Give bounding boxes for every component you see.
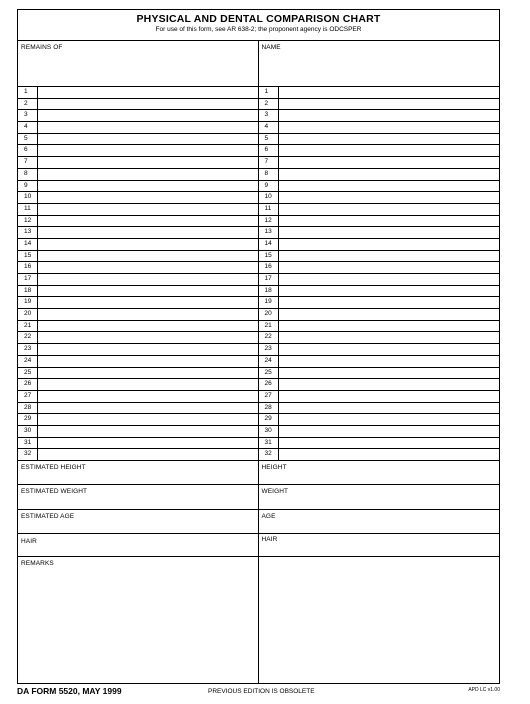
tooth-cell-right (259, 297, 500, 308)
tooth-row (18, 297, 499, 309)
tooth-cell-left (18, 379, 259, 390)
height-field[interactable] (259, 461, 500, 484)
tooth-entry-field[interactable] (38, 145, 258, 156)
tooth-cell-right (259, 379, 500, 390)
tooth-entry-field[interactable] (38, 122, 258, 133)
tooth-entry-field[interactable] (279, 344, 500, 355)
tooth-entry-field[interactable] (279, 204, 500, 215)
tooth-entry-field[interactable] (279, 181, 500, 192)
tooth-number: 9 (18, 181, 38, 192)
tooth-number: 19 (18, 297, 38, 308)
tooth-entry-field[interactable] (38, 110, 258, 121)
tooth-number: 8 (259, 169, 279, 180)
tooth-entry-field[interactable] (279, 99, 500, 110)
tooth-number: 14 (259, 239, 279, 250)
tooth-entry-field[interactable] (279, 438, 500, 449)
tooth-cell-left (18, 309, 259, 320)
tooth-entry-field[interactable] (279, 356, 500, 367)
tooth-cell-right (259, 309, 500, 320)
name-field[interactable] (259, 41, 500, 86)
tooth-entry-field[interactable] (38, 99, 258, 110)
tooth-entry-field[interactable] (38, 181, 258, 192)
tooth-cell-right (259, 134, 500, 145)
tooth-row (18, 274, 499, 286)
tooth-row (18, 379, 499, 391)
tooth-cell-right (259, 356, 500, 367)
tooth-cell-left (18, 414, 259, 425)
tooth-cell-left (18, 356, 259, 367)
tooth-number: 13 (18, 227, 38, 238)
tooth-number: 2 (259, 99, 279, 110)
tooth-number: 26 (18, 379, 38, 390)
form-subtitle: For use of this form, see AR 638-2; the proponent agency is ODCSPER (155, 26, 362, 33)
tooth-number: 11 (259, 204, 279, 215)
tooth-cell-right (259, 204, 500, 215)
estimated-age-label: ESTIMATED AGE (21, 513, 75, 520)
tooth-row (18, 344, 499, 356)
tooth-row (18, 403, 499, 415)
estimated-weight-label: ESTIMATED WEIGHT (21, 488, 88, 495)
tooth-row (18, 356, 499, 368)
tooth-entry-field[interactable] (279, 414, 500, 425)
tooth-cell-left (18, 321, 259, 332)
tooth-number: 32 (18, 449, 38, 460)
remarks-row (18, 557, 499, 683)
age-field[interactable] (259, 510, 500, 533)
tooth-number: 10 (259, 192, 279, 203)
tooth-cell-right (259, 145, 500, 156)
tooth-row (18, 426, 499, 438)
tooth-cell-left (18, 87, 259, 98)
tooth-number: 9 (259, 181, 279, 192)
tooth-cell-right (259, 122, 500, 133)
tooth-entry-field[interactable] (279, 216, 500, 227)
tooth-number: 14 (18, 239, 38, 250)
tooth-number: 15 (18, 251, 38, 262)
tooth-cell-right (259, 110, 500, 121)
tooth-entry-field[interactable] (279, 391, 500, 402)
tooth-row (18, 99, 499, 111)
tooth-number: 19 (259, 297, 279, 308)
tooth-cell-left (18, 438, 259, 449)
tooth-row (18, 145, 499, 157)
tooth-cell-right (259, 216, 500, 227)
tooth-cell-left (18, 204, 259, 215)
tooth-entry-field[interactable] (38, 414, 258, 425)
remains-of-label: REMAINS OF (21, 44, 63, 51)
tooth-row (18, 169, 499, 181)
tooth-number: 24 (18, 356, 38, 367)
tooth-entry-field[interactable] (38, 403, 258, 414)
tooth-cell-left (18, 122, 259, 133)
tooth-cell-right (259, 262, 500, 273)
tooth-cell-left (18, 169, 259, 180)
tooth-row (18, 332, 499, 344)
tooth-number: 8 (18, 169, 38, 180)
tooth-cell-right (259, 321, 500, 332)
tooth-cell-right (259, 426, 500, 437)
tooth-entry-field[interactable] (279, 403, 500, 414)
estimated-weight-field[interactable] (18, 485, 259, 509)
age-label: AGE (261, 513, 276, 520)
tooth-number: 6 (18, 145, 38, 156)
tooth-number: 5 (259, 134, 279, 145)
tooth-entry-field[interactable] (38, 438, 258, 449)
tooth-cell-right (259, 368, 500, 379)
tooth-cell-right (259, 99, 500, 110)
height-label: HEIGHT (261, 464, 287, 471)
tooth-number: 22 (259, 332, 279, 343)
tooth-cell-left (18, 332, 259, 343)
tooth-cell-right (259, 192, 500, 203)
tooth-number: 20 (18, 309, 38, 320)
tooth-entry-field[interactable] (38, 426, 258, 437)
tooth-row (18, 216, 499, 228)
tooth-cell-right (259, 438, 500, 449)
tooth-entry-field[interactable] (38, 157, 258, 168)
tooth-number: 23 (259, 344, 279, 355)
tooth-cell-left (18, 391, 259, 402)
tooth-cell-left (18, 286, 259, 297)
tooth-number: 28 (18, 403, 38, 414)
hair-estimated-field[interactable] (18, 534, 259, 556)
tooth-entry-field[interactable] (279, 169, 500, 180)
tooth-cell-left (18, 134, 259, 145)
tooth-number: 13 (259, 227, 279, 238)
tooth-entry-field[interactable] (38, 274, 258, 285)
tooth-entry-field[interactable] (279, 426, 500, 437)
tooth-cell-right (259, 157, 500, 168)
estimated-age-field[interactable] (18, 510, 259, 533)
form-frame (17, 9, 500, 684)
tooth-number: 27 (259, 391, 279, 402)
tooth-cell-left (18, 227, 259, 238)
tooth-entry-field[interactable] (279, 110, 500, 121)
tooth-entry-field[interactable] (38, 449, 258, 460)
tooth-number: 21 (259, 321, 279, 332)
tooth-number: 1 (18, 87, 38, 98)
tooth-cell-left (18, 426, 259, 437)
tooth-number: 4 (259, 122, 279, 133)
tooth-cell-right (259, 274, 500, 285)
tooth-cell-left (18, 181, 259, 192)
tooth-entry-field[interactable] (279, 134, 500, 145)
estimated-height-label: ESTIMATED HEIGHT (21, 464, 86, 471)
tooth-number: 4 (18, 122, 38, 133)
tooth-cell-right (259, 449, 500, 460)
tooth-entry-field[interactable] (38, 169, 258, 180)
tooth-cell-right (259, 169, 500, 180)
tooth-cell-right (259, 239, 500, 250)
tooth-chart (18, 87, 499, 461)
tooth-row (18, 227, 499, 239)
tooth-row (18, 181, 499, 193)
tooth-number: 10 (18, 192, 38, 203)
tooth-cell-right (259, 227, 500, 238)
tooth-number: 29 (259, 414, 279, 425)
tooth-entry-field[interactable] (38, 239, 258, 250)
tooth-cell-right (259, 344, 500, 355)
height-row (18, 461, 499, 485)
tooth-row (18, 192, 499, 204)
tooth-entry-field[interactable] (279, 227, 500, 238)
tooth-entry-field[interactable] (279, 192, 500, 203)
tooth-number: 7 (259, 157, 279, 168)
tooth-number: 25 (259, 368, 279, 379)
tooth-number: 6 (259, 145, 279, 156)
tooth-cell-left (18, 274, 259, 285)
tooth-number: 27 (18, 391, 38, 402)
hair-right-label: HAIR (261, 536, 278, 543)
tooth-number: 22 (18, 332, 38, 343)
tooth-entry-field[interactable] (279, 297, 500, 308)
tooth-entry-field[interactable] (38, 379, 258, 390)
tooth-entry-field[interactable] (38, 344, 258, 355)
tooth-entry-field[interactable] (38, 368, 258, 379)
tooth-number: 23 (18, 344, 38, 355)
remarks-field-right[interactable] (259, 557, 500, 683)
tooth-row (18, 204, 499, 216)
remarks-field[interactable] (18, 557, 259, 683)
tooth-entry-field[interactable] (279, 251, 500, 262)
tooth-number: 30 (259, 426, 279, 437)
form-header (18, 10, 499, 41)
hair-left-label: HAIR (21, 538, 37, 545)
tooth-entry-field[interactable] (38, 391, 258, 402)
tooth-number: 28 (259, 403, 279, 414)
tooth-number: 31 (259, 438, 279, 449)
tooth-number: 15 (259, 251, 279, 262)
tooth-cell-right (259, 181, 500, 192)
tooth-number: 17 (259, 274, 279, 285)
tooth-row (18, 110, 499, 122)
tooth-entry-field[interactable] (279, 449, 500, 460)
tooth-number: 20 (259, 309, 279, 320)
tooth-number: 11 (18, 204, 38, 215)
tooth-entry-field[interactable] (38, 216, 258, 227)
tooth-cell-right (259, 87, 500, 98)
tooth-cell-left (18, 449, 259, 460)
tooth-number: 26 (259, 379, 279, 390)
weight-row (18, 485, 499, 510)
tooth-number: 7 (18, 157, 38, 168)
name-label: NAME (261, 44, 281, 51)
tooth-cell-left (18, 239, 259, 250)
tooth-entry-field[interactable] (38, 192, 258, 203)
hair-row (18, 534, 499, 557)
tooth-entry-field[interactable] (38, 321, 258, 332)
tooth-entry-field[interactable] (38, 251, 258, 262)
tooth-entry-field[interactable] (279, 309, 500, 320)
tooth-entry-field[interactable] (279, 145, 500, 156)
tooth-number: 21 (18, 321, 38, 332)
tooth-row (18, 414, 499, 426)
tooth-entry-field[interactable] (38, 286, 258, 297)
tooth-number: 5 (18, 134, 38, 145)
tooth-number: 25 (18, 368, 38, 379)
form-footer (17, 686, 500, 698)
tooth-number: 17 (18, 274, 38, 285)
tooth-cell-right (259, 286, 500, 297)
tooth-row (18, 449, 499, 461)
tooth-cell-left (18, 368, 259, 379)
tooth-entry-field[interactable] (279, 239, 500, 250)
weight-field[interactable] (259, 485, 500, 509)
tooth-cell-left (18, 192, 259, 203)
tooth-number: 29 (18, 414, 38, 425)
edition-note: PREVIOUS EDITION IS OBSOLETE (208, 688, 315, 695)
tooth-entry-field[interactable] (279, 122, 500, 133)
version-label: APD LC v1.00 (468, 687, 500, 693)
form-id: DA FORM 5520, MAY 1999 (17, 686, 122, 696)
tooth-cell-left (18, 145, 259, 156)
tooth-entry-field[interactable] (38, 87, 258, 98)
tooth-row (18, 239, 499, 251)
tooth-number: 12 (259, 216, 279, 227)
form-title: PHYSICAL AND DENTAL COMPARISON CHART (136, 13, 381, 25)
tooth-cell-left (18, 157, 259, 168)
tooth-row (18, 251, 499, 263)
tooth-entry-field[interactable] (279, 157, 500, 168)
tooth-number: 30 (18, 426, 38, 437)
tooth-row (18, 122, 499, 134)
tooth-number: 1 (259, 87, 279, 98)
tooth-number: 2 (18, 99, 38, 110)
tooth-entry-field[interactable] (279, 87, 500, 98)
identity-row (18, 41, 499, 87)
tooth-cell-left (18, 262, 259, 273)
tooth-cell-right (259, 391, 500, 402)
tooth-number: 24 (259, 356, 279, 367)
tooth-entry-field[interactable] (38, 332, 258, 343)
tooth-entry-field[interactable] (279, 368, 500, 379)
tooth-cell-right (259, 251, 500, 262)
remains-of-field[interactable] (18, 41, 259, 86)
tooth-entry-field[interactable] (38, 227, 258, 238)
tooth-entry-field[interactable] (279, 379, 500, 390)
tooth-entry-field[interactable] (38, 134, 258, 145)
tooth-cell-left (18, 251, 259, 262)
tooth-row (18, 286, 499, 298)
tooth-number: 3 (259, 110, 279, 121)
tooth-row (18, 309, 499, 321)
tooth-row (18, 157, 499, 169)
tooth-number: 31 (18, 438, 38, 449)
tooth-number: 16 (18, 262, 38, 273)
tooth-cell-left (18, 110, 259, 121)
tooth-cell-left (18, 403, 259, 414)
remarks-label: REMARKS (21, 560, 54, 567)
tooth-row (18, 87, 499, 99)
tooth-cell-left (18, 99, 259, 110)
tooth-row (18, 391, 499, 403)
tooth-entry-field[interactable] (38, 297, 258, 308)
tooth-entry-field[interactable] (279, 274, 500, 285)
tooth-number: 32 (259, 449, 279, 460)
tooth-entry-field[interactable] (279, 286, 500, 297)
tooth-row (18, 368, 499, 380)
weight-label: WEIGHT (261, 488, 289, 495)
hair-field[interactable] (259, 534, 500, 556)
tooth-entry-field[interactable] (279, 332, 500, 343)
tooth-row (18, 262, 499, 274)
tooth-number: 18 (259, 286, 279, 297)
tooth-row (18, 438, 499, 450)
age-row (18, 510, 499, 534)
tooth-entry-field[interactable] (38, 309, 258, 320)
tooth-number: 16 (259, 262, 279, 273)
tooth-entry-field[interactable] (279, 321, 500, 332)
tooth-row (18, 134, 499, 146)
tooth-cell-right (259, 332, 500, 343)
tooth-number: 3 (18, 110, 38, 121)
tooth-entry-field[interactable] (38, 356, 258, 367)
tooth-cell-left (18, 216, 259, 227)
estimated-height-field[interactable] (18, 461, 259, 484)
tooth-cell-right (259, 403, 500, 414)
tooth-entry-field[interactable] (279, 262, 500, 273)
tooth-cell-right (259, 414, 500, 425)
tooth-cell-left (18, 344, 259, 355)
tooth-number: 18 (18, 286, 38, 297)
tooth-entry-field[interactable] (38, 204, 258, 215)
tooth-number: 12 (18, 216, 38, 227)
tooth-cell-left (18, 297, 259, 308)
tooth-row (18, 321, 499, 333)
tooth-entry-field[interactable] (38, 262, 258, 273)
